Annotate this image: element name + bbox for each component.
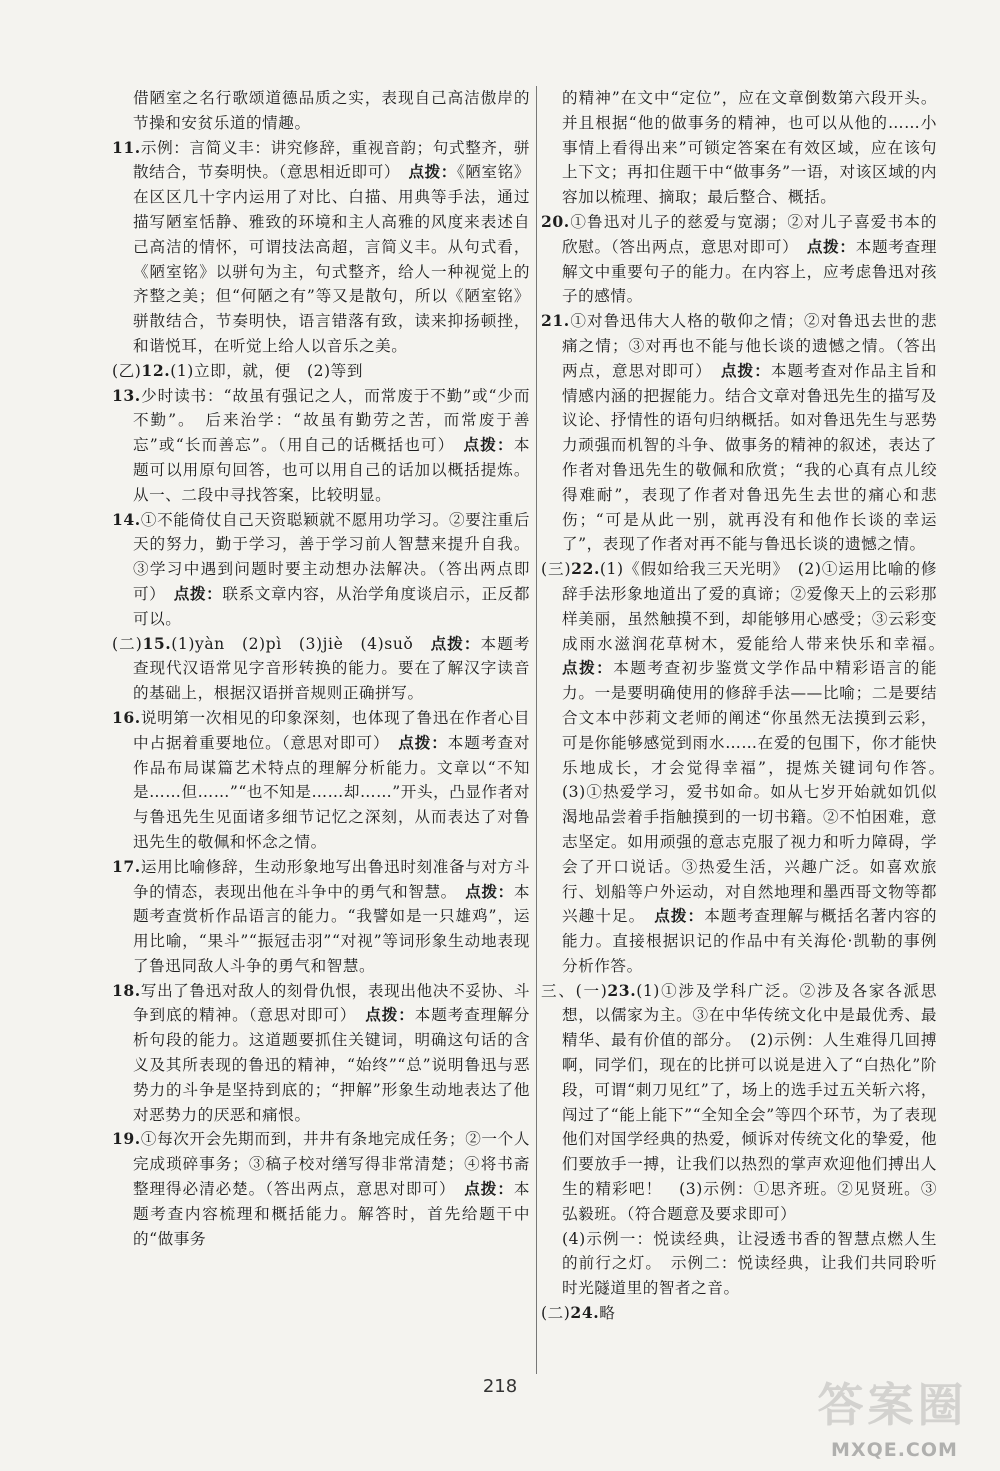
tip-label: 点拨： <box>720 360 771 380</box>
answer-item <box>112 855 530 979</box>
tip-label: 点拨： <box>465 881 514 901</box>
answer-item <box>541 210 937 309</box>
question-number: 24. <box>570 1303 600 1323</box>
question-number: 16. <box>112 707 141 727</box>
left-column <box>112 86 530 1251</box>
answer-item <box>112 632 530 706</box>
answer-text: 少时读书：“故虽有强记之人，而常废于不勤”或“少而不勤”。 后来治学：“故虽有勤劳之苦，而常废于善忘”或“长而善忘”。（用自己的话概括也可） <box>133 386 530 455</box>
question-number: 22. <box>571 559 600 579</box>
answer-item <box>541 979 937 1227</box>
answer-text: ①对鲁迅伟大人格的敬仰之情；②对鲁迅去世的悲痛之情；③对再也不能与他长谈的遗憾之情。（答出两点，意思对即可） <box>562 312 937 380</box>
answer-text: (1)立即，就，便 (2)等到 <box>170 361 363 380</box>
question-number: 23. <box>607 980 637 1000</box>
tip-text: 本题考查理解分析句段的能力。这道题要抓住关键词，明确这句话的含义及其所表现的鲁迅的精神，“始终”“总”说明鲁迅与恶势力的斗争是坚持到底的；“押解”形象生动地表达了他对恶势力的厌恶和痛恨。 <box>133 1006 530 1124</box>
answer-text: ①鲁迅对儿子的慈爱与宽溺；②对儿子喜爱书本的欣慰。（答出两点，意思对即可） <box>562 212 937 256</box>
answer-item <box>112 384 530 508</box>
right-column <box>541 86 954 1326</box>
question-number: 17. <box>112 856 141 876</box>
answer-item <box>541 557 954 979</box>
tip-label: 点拨： <box>654 906 705 926</box>
section-label: (三) <box>541 560 572 579</box>
question-number: 15. <box>142 633 172 653</box>
answer-text: 的精神”在文中“定位”，应在文章倒数第六段开头。并且根据“他的做事务的精神，也可以从他的……小事情上看得出来”可锁定答案在有效区域，应在该句上下文；再扣住题干中“做事务”一语，对该区域的内容加以梳理、摘取；最后整合、概括。 <box>562 89 937 207</box>
answer-text: 运用比喻修辞，生动形象地写出鲁迅时刻准备与对方斗争的情态，表现出他在斗争中的勇气和智慧。 <box>133 857 530 901</box>
answer-text: ①不能倚仗自己天资聪颖就不愿用功学习。②要注重后天的努力，勤于学习，善于学习前人智慧来提升自我。③学习中遇到问题时要主动想办法解决。（答出两点即可） <box>133 510 530 603</box>
section-label: (乙) <box>112 361 142 380</box>
answer-text: (4)示例一：悦读经典，让浸透书香的智慧点燃人生的前行之灯。 示例二：悦读经典，让我们共同聆听时光隧道里的智者之音。 <box>562 1229 937 1298</box>
page-number: 218 <box>482 1376 518 1397</box>
answer-item <box>112 136 530 359</box>
tip-label: 点拨： <box>173 583 223 603</box>
answer-text: 借陋室之名行歌颂道德品质之实，表现自己高洁傲岸的节操和安贫乐道的情趣。 <box>133 89 530 132</box>
tip-label: 点拨： <box>365 1005 415 1025</box>
answer-item <box>112 508 530 632</box>
tip-label: 点拨： <box>463 435 514 455</box>
answer-text: (1)yàn (2)pì (3)jiè (4)suǒ <box>171 634 414 653</box>
tip-text: 本题考查对作品布局谋篇艺术特点的理解分析能力。文章以“不知是……但……”“也不知是……却……”开头，凸显作者对与鲁迅先生见面诸多细节记忆之深刻，从而表达了对鲁迅先生的敬佩和怀念之情。 <box>133 733 530 851</box>
question-number: 20. <box>541 211 570 231</box>
question-number: 11. <box>112 137 141 157</box>
tip-text: 本题考查对作品主旨和情感内涵的把握能力。结合文章对鲁迅先生的描写及议论、抒情性的语句归纳概括。如对鲁迅先生与恶势力顽强而机智的斗争、做事务的精神的叙述，表达了作者对鲁迅先生的敬佩和欣赏；“我的心真有点儿绞得难耐”，表现了作者对鲁迅先生去世的痛心和悲伤；“可是从此一别，就再没有和他作长谈的幸运了”，表现了作者对再不能与鲁迅长谈的遗憾之情。 <box>562 361 937 554</box>
watermark-logo: 答案圈 <box>817 1378 968 1432</box>
answer-text: ①每次开会先期而到，井井有条地完成任务；②一个人完成琐碎事务；③稿子校对缮写得非常清楚；④将书斋整理得必清必楚。（答出两点，意思对即可） <box>133 1130 530 1199</box>
tip-text: 本题考查初步鉴赏文学作品中精彩语言的能力。一是要明确使用的修辞手法——比喻；二是要结合文本中莎莉文老师的阐述“你虽然无法摸到云彩，可是你能够感觉到雨水……在爱的包围下，你才能快乐地成长，才会觉得幸福”，提炼关键词句作答。 (3)①热爱学习，爱书如命。如从七岁开始就如饥似渴地品尝着手指触摸到的一切书籍。②不怕困难，意志坚定。如用顽强的意志克服了视力和听力障碍，学会了开口说话。③热爱生活，兴趣广泛。如喜欢旅行、划船等户外运动，对自然地理和墨西哥文物等都兴趣十足。 <box>562 659 954 926</box>
answer-item <box>112 86 530 136</box>
answer-text: 写出了鲁迅对敌人的刻骨仇恨，表现出他决不妥协、斗争到底的精神。（意思对即可） <box>133 981 530 1025</box>
question-number: 18. <box>112 980 141 1000</box>
column-divider <box>536 86 537 1374</box>
tip-text: 《陋室铭》在区区几十字内运用了对比、白描、用典等手法，通过描写陋室恬静、雅致的环境和主人高雅的风度来表述自己高洁的情怀，可谓技法高超，言简义丰。从句式看，《陋室铭》以骈句为主，句式整齐，给人一种视觉上的齐整之美；但“何陋之有”等又是散句，所以《陋室铭》骈散结合，节奏明快，语言错落有致，读来抑扬顿挫，和谐悦耳，在听觉上给人以音乐之美。 <box>133 163 530 355</box>
tip-label: 点拨： <box>398 732 448 752</box>
section-label: (二) <box>112 634 143 653</box>
tip-label: 点拨： <box>562 658 614 678</box>
answer-item <box>541 1227 937 1301</box>
tip-label: 点拨： <box>806 236 856 256</box>
question-number: 13. <box>112 385 141 405</box>
section-label: 三、(一) <box>541 981 608 1000</box>
tip-text: 本题考查内容梳理和概括能力。解答时，首先给题干中的“做事务 <box>133 1180 530 1248</box>
answer-item <box>112 706 530 855</box>
answer-item <box>541 309 937 557</box>
tip-text: 本题考查理解文中重要句子的能力。在内容上，应考虑鲁迅对孩子的感情。 <box>562 237 937 306</box>
question-number: 14. <box>112 509 141 529</box>
section-label: (二) <box>541 1304 571 1323</box>
tip-label: 点拨： <box>464 1179 514 1199</box>
tip-label: 点拨： <box>430 633 481 653</box>
tip-text: 本题可以用原句回答，也可以用自己的话加以概括提炼。从一、二段中寻找答案，比较明显。 <box>133 436 530 504</box>
tip-text: 本题考查赏析作品语言的能力。“我譬如是一只雄鸡”，运用比喻，“果斗”“振冠击羽”“对视”等词形象生动地表现了鲁迅同敌人斗争的勇气和智慧。 <box>133 882 530 975</box>
answer-text: 略 <box>599 1304 616 1323</box>
tip-text: 联系文章内容，从治学角度谈启示，正反都可以。 <box>133 584 530 628</box>
question-number: 21. <box>541 311 570 331</box>
question-number: 19. <box>112 1129 141 1149</box>
answer-item <box>112 979 530 1128</box>
answer-item <box>541 1301 937 1326</box>
tip-text: 本题考查理解与概括名著内容的能力。直接根据识记的作品中有关海伦·凯勒的事例分析作答。 <box>562 907 937 975</box>
answer-text: 示例：言简义丰：讲究修辞，重视音韵；句式整齐，骈散结合，节奏明快。（意思相近即可） <box>133 138 530 182</box>
tip-label: 点拨： <box>408 162 457 182</box>
answer-text: 说明第一次相见的印象深刻，也体现了鲁迅在作者心目中占据着重要地位。（意思对即可） <box>133 708 530 752</box>
answer-item <box>541 86 937 210</box>
tip-text: 本题考查现代汉语常见字音形转换的能力。要在了解汉字读音的基础上，根据汉语拼音规则正确拼写。 <box>133 634 531 703</box>
watermark-url: MXQE.COM <box>831 1439 958 1461</box>
answer-text: (1)①涉及学科广泛。②涉及各家各派思想，以儒家为主。③在中华传统文化中是最优秀、最精华、最有价值的部分。 (2)示例：人生难得几回搏啊，同学们，现在的比拼可以说是进入了“白热化”阶段，可谓“刺刀见红”了，场上的选手过五关斩六将，闯过了“能上能下”“全知全会”等四个环节，为了表现他们对国学经典的热爱，倾诉对传统文化的挚爱，他们要放手一搏，让我们以热烈的掌声欢迎他们搏出人生的精彩吧！ (3)示例：①思齐班。②见贤班。③弘毅班。（符合题意及要求即可） <box>562 981 938 1223</box>
answer-text: (1)《假如给我三天光明》 (2)①运用比喻的修辞手法形象地道出了爱的真谛；②爱像天上的云彩那样美丽，虽然触摸不到，却能够用心感受；③云彩变成雨水滋润花草树木，爱能给人带来快乐和幸福。 <box>562 560 938 653</box>
question-number: 12. <box>141 360 171 380</box>
answer-item <box>112 1127 530 1251</box>
answer-item <box>112 359 530 384</box>
